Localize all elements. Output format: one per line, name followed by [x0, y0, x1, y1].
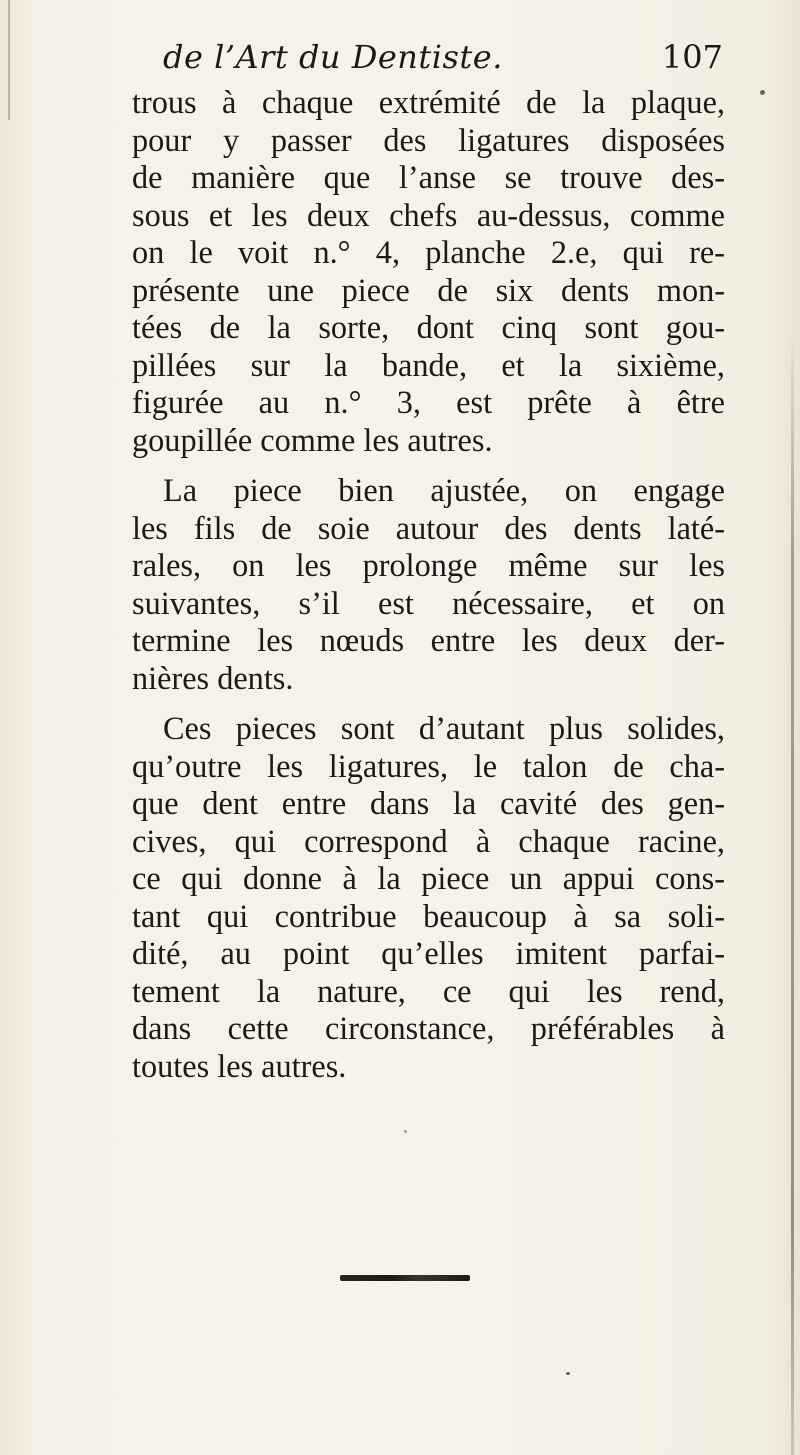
text-line: cives, qui correspond à chaque racine, — [132, 822, 725, 859]
text-line: figurée au n.° 3, est prête à être — [132, 384, 725, 420]
text-line: qu’outre les ligatures, le talon de cha- — [132, 747, 725, 784]
text-line: les fils de soie autour des dents laté- — [132, 509, 725, 546]
paragraph-3 — [132, 710, 725, 1085]
text-line: trous à chaque extrémité de la plaque, — [132, 84, 725, 120]
text-line: que dent entre dans la cavité des gen- — [132, 785, 725, 821]
text-line: ce qui donne à la piece un appui cons- — [132, 860, 725, 896]
text-line: toutes les autres. — [132, 1047, 347, 1084]
text-line: pillées sur la bande, et la sixième, — [132, 346, 725, 383]
section-end-rule — [340, 1275, 470, 1281]
page-gutter-line — [8, 0, 10, 120]
page-edge-shadow — [791, 330, 794, 1455]
text-line: dans cette circonstance, préférables à — [132, 1010, 725, 1046]
paragraph-2 — [132, 472, 725, 697]
text-line: tant qui contribue beaucoup à sa soli- — [132, 897, 725, 934]
paper-speck — [404, 1130, 407, 1133]
text-line: La piece bien ajustée, on engage — [163, 472, 725, 508]
text-line: dité, au point qu’elles imitent parfai- — [132, 935, 725, 971]
text-line: pour y passer des ligatures disposées — [132, 121, 725, 158]
paper-speck — [760, 90, 765, 95]
text-line: tées de la sorte, dont cinq sont gou- — [132, 309, 725, 345]
page-header — [163, 38, 723, 88]
text-line: sous et les deux chefs au-dessus, comme — [132, 196, 725, 233]
text-line: présente une piece de six dents mon- — [132, 271, 725, 308]
text-line: de manière que l’anse se trouve des- — [132, 159, 725, 195]
page-number: 107 — [661, 38, 723, 76]
text-line: goupillée comme les autres. — [132, 421, 493, 458]
paper-speck — [566, 1372, 570, 1375]
text-line: suivantes, s’il est nécessaire, et on — [132, 584, 725, 621]
text-line: rales, on les prolonge même sur les — [132, 547, 725, 583]
text-line: nières dents. — [132, 659, 294, 696]
text-line: tement la nature, ce qui les rend, — [132, 972, 725, 1009]
paragraph-1 — [132, 84, 725, 459]
body-text — [132, 84, 725, 1085]
text-line: termine les nœuds entre les deux der- — [132, 622, 725, 658]
text-line: Ces pieces sont d’autant plus solides, — [163, 710, 725, 746]
running-title: de l’Art du Dentiste. — [163, 38, 503, 76]
text-line: on le voit n.° 4, planche 2.e, qui re- — [132, 234, 725, 270]
